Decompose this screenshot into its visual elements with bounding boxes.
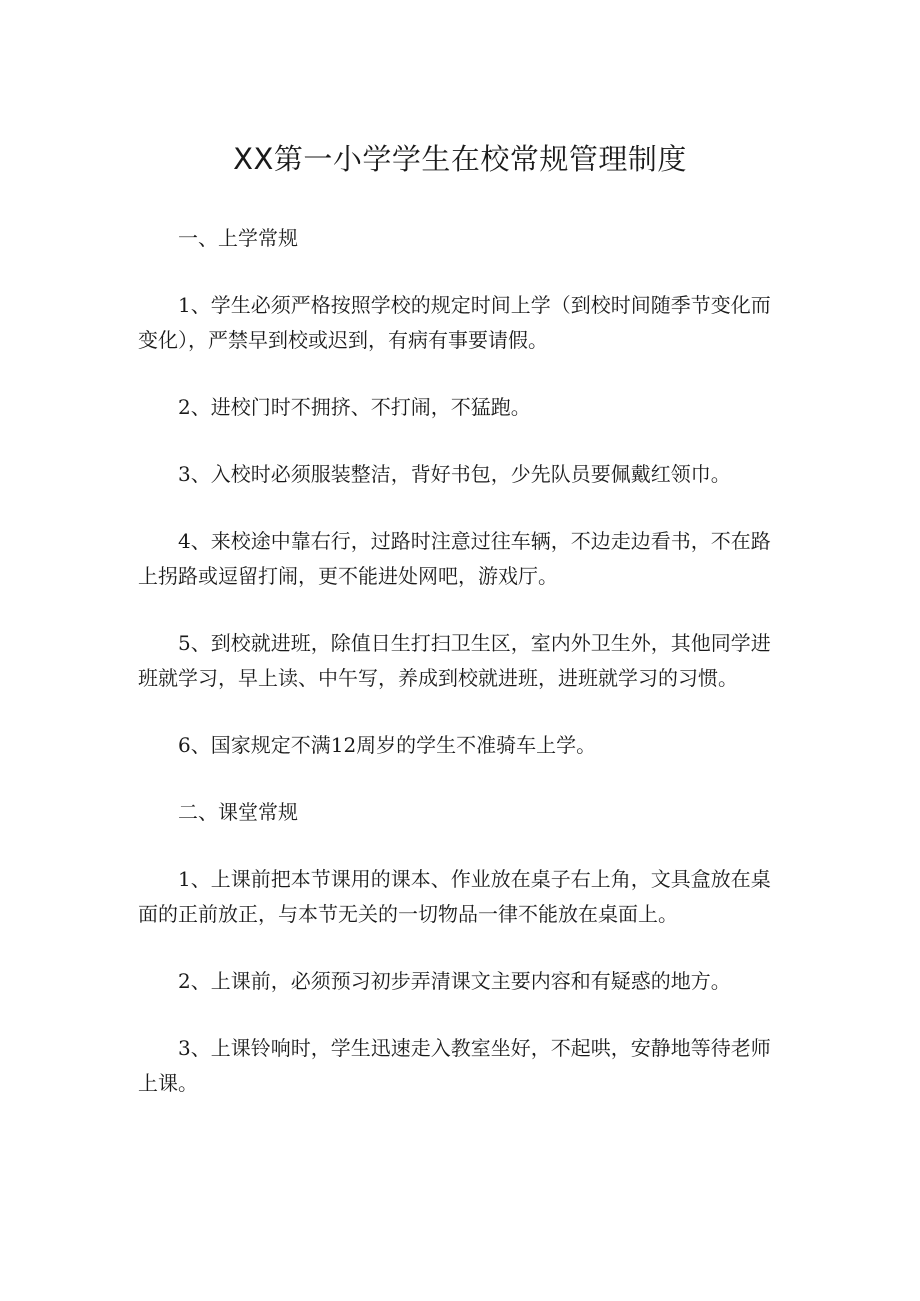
rule-line: 上拐路或逗留打闹，更不能进处网吧，游戏厅。 xyxy=(138,564,558,588)
rule-paragraph xyxy=(138,862,783,932)
rule-paragraph xyxy=(138,728,783,763)
rule-line: 4、来校途中靠右行，过路时注意过往车辆，不边走边看书，不在路 xyxy=(178,529,771,553)
rule-line: 2、进校门时不拥挤、不打闹，不猛跑。 xyxy=(178,395,531,419)
rule-line: 3、上课铃响时，学生迅速走入教室坐好，不起哄，安静地等待老师 xyxy=(178,1036,771,1060)
section-heading-attendance: 一、上学常规 xyxy=(178,226,298,250)
rule-line: 面的正前放正，与本节无关的一切物品一律不能放在桌面上。 xyxy=(138,902,678,926)
rule-line: 上课。 xyxy=(138,1071,198,1095)
rule-paragraph xyxy=(138,1031,783,1101)
rule-line: 2、上课前，必须预习初步弄清课文主要内容和有疑惑的地方。 xyxy=(178,969,731,993)
section-heading-classroom: 二、课堂常规 xyxy=(178,800,298,824)
rule-paragraph xyxy=(138,964,783,999)
document-title: XX第一小学学生在校常规管理制度 xyxy=(233,142,687,176)
rule-paragraph xyxy=(138,524,783,594)
rule-line: 1、上课前把本节课用的课本、作业放在桌子右上角，文具盒放在桌 xyxy=(178,867,771,891)
rule-paragraph xyxy=(138,288,783,358)
rule-paragraph xyxy=(138,457,783,492)
rule-line: 变化），严禁早到校或迟到，有病有事要请假。 xyxy=(138,328,548,352)
rule-line: 班就学习，早上读、中午写，养成到校就进班，进班就学习的习惯。 xyxy=(138,666,738,690)
rule-line: 5、到校就进班，除值日生打扫卫生区，室内外卫生外，其他同学进 xyxy=(178,631,771,655)
rule-paragraph xyxy=(138,390,783,425)
rule-paragraph xyxy=(138,626,783,696)
document-body xyxy=(138,221,783,1133)
rule-line: 1、学生必须严格按照学校的规定时间上学（到校时间随季节变化而 xyxy=(178,293,771,317)
rule-line: 3、入校时必须服装整洁，背好书包，少先队员要佩戴红领巾。 xyxy=(178,462,731,486)
rule-line: 6、国家规定不满12周岁的学生不准骑车上学。 xyxy=(178,733,597,757)
